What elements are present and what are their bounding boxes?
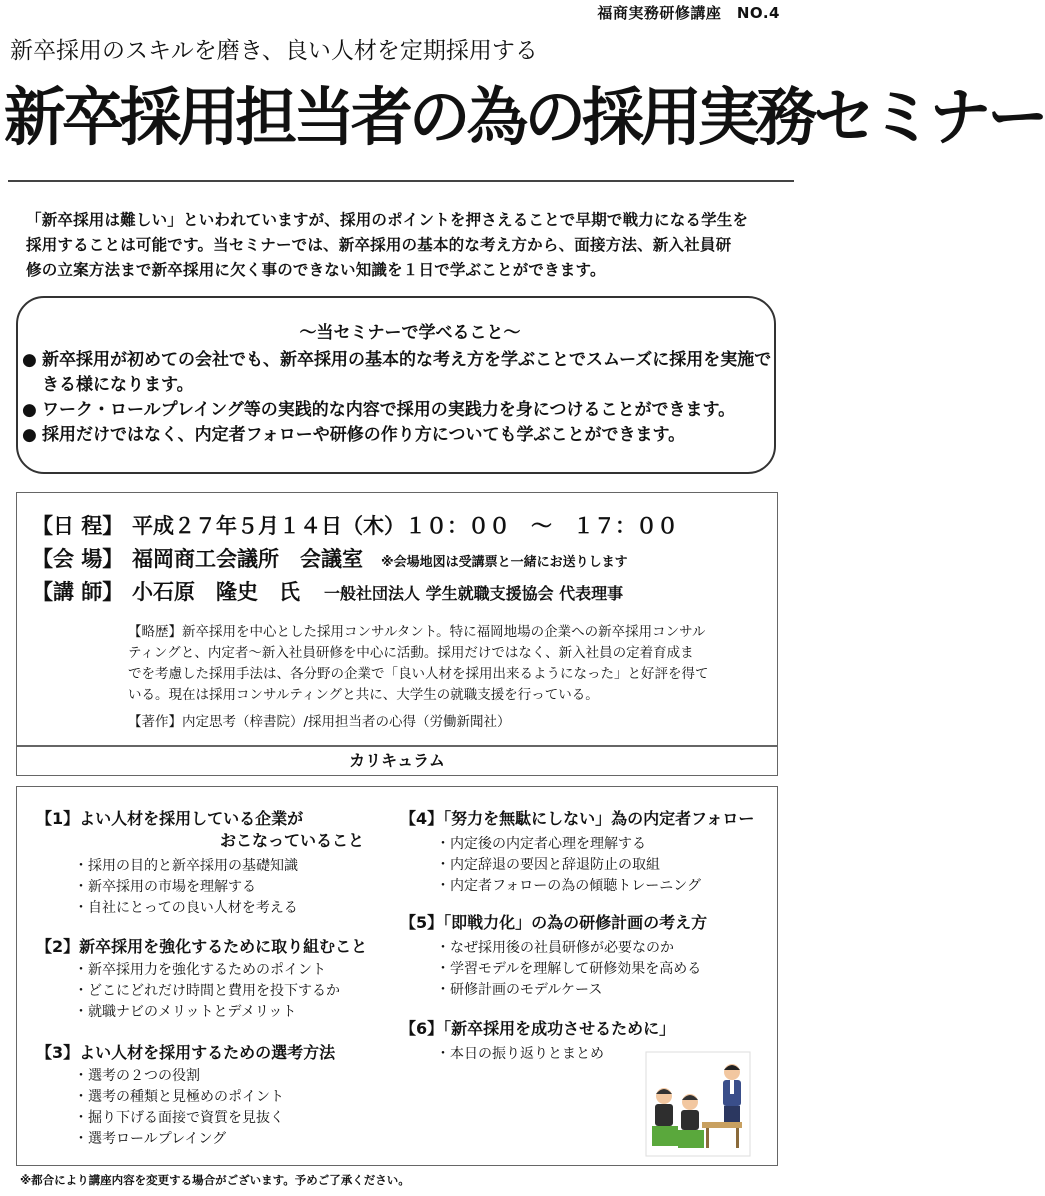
intro-line: 修の立案方法まで新卒採用に欠く事のできない知識を１日で学ぶことができます。 [26,261,606,279]
list-item: ・ 掘り下げる面接で資質を見抜く [74,1108,284,1129]
subtitle: 新卒採用のスキルを磨き、良い人材を定期採用する [10,38,538,64]
schedule-row [32,510,678,540]
module-1-items [74,856,298,919]
instructor-row [32,576,623,606]
list-item: ・ 新卒採用力を強化するためのポイント [74,960,340,981]
list-item: ・ 新卒採用の市場を理解する [74,877,298,898]
intro-line: 「新卒採用は難しい」といわれていますが、採用のポイントを押さえることで早期で戦力になる学生を [26,211,749,229]
instructor-affiliation: 一般社団法人 学生就職支援協会 代表理事 [324,584,624,603]
interview-people-icon [646,1052,750,1156]
bio-line: いる。現在は採用コンサルティングと共に、大学生の就職支援を行っている。 [128,687,599,703]
list-item: ・ 選考の種類と見極めのポイント [74,1087,284,1108]
list-item: ・ 研修計画のモデルケース [436,980,701,1001]
list-item: ・ 自社にとっての良い人材を考える [74,898,298,919]
module-2-title: 【2】新卒採用を強化するために取り組むこと [36,937,368,956]
list-item: ・ 就職ナビのメリットとデメリット [74,1002,340,1023]
instructor-bio [128,622,768,706]
instructor-label: 【講 師】 [32,580,124,604]
list-item: ・ どこにどれだけ時間と費用を投下するか [74,981,340,1002]
module-5-title: 【5】「即戦力化」の為の研修計画の考え方 [400,913,708,932]
bio-line: ティングと、内定者～新入社員研修を中心に活動。採用だけではなく、新入社員の定着育成ま [128,645,694,661]
learn-item [22,398,782,423]
learn-item [22,348,782,398]
schedule-label: 【日 程】 [32,514,124,538]
module-5-items [436,938,701,1001]
schedule-value: 平成２７年５月１４日（木）１０：００ ～ １７：００ [132,514,678,538]
module-3-items [74,1066,284,1150]
list-item: ・ 内定辞退の要因と辞退防止の取組 [436,855,701,876]
list-item: ・ 選考の２つの役割 [74,1066,284,1087]
module-6-items [436,1044,604,1065]
venue-row [32,543,628,573]
bullet-icon: ● [22,425,37,445]
venue-value: 福岡商工会議所 会議室 [132,547,363,571]
module-4-title: 【4】「努力を無駄にしない」為の内定者フォロー [400,809,755,828]
series-label: 福商実務研修講座 NO.4 [597,4,780,22]
list-item: ・ なぜ採用後の社員研修が必要なのか [436,938,701,959]
curriculum-heading: カリキュラム [16,746,778,776]
module-1-title: 【1】よい人材を採用している企業が [36,809,304,828]
venue-note: ※会場地図は受講票と一緒にお送りします [381,555,628,570]
list-item: ・ 内定後の内定者心理を理解する [436,834,701,855]
list-item: ・ 採用の目的と新卒採用の基礎知識 [74,856,298,877]
learn-item-text: ワーク・ロールプレイング等の実践的な内容で採用の実践力を身につけることができます。 [42,400,736,420]
module-4-items [436,834,701,897]
bio-line: でを考慮した採用手法は、各分野の企業で「良い人材を採用出来るようになった」と好評を得て [128,666,709,682]
learn-item-text: 採用だけではなく、内定者フォローや研修の作り方についても学ぶことができます。 [42,425,686,445]
learn-heading: ～当セミナーで学べること～ [299,323,521,343]
intro-line: 採用することは可能です。当セミナーでは、新卒採用の基本的な考え方から、面接方法、新入社員研 [26,236,732,254]
bio-line: 【略歴】新卒採用を中心とした採用コンサルタント。特に福岡地場の企業への新卒採用コンサル [128,624,706,640]
page-title: 新卒採用担当者の為の採用実務セミナー [4,81,1045,154]
instructor-works: 【著作】内定思考（梓書院）/採用担当者の心得（労働新聞社） [128,714,511,730]
intro-text [26,208,786,283]
venue-label: 【会 場】 [32,547,124,571]
module-1-title-cont: おこなっていること [220,831,365,850]
list-item: ・ 学習モデルを理解して研修効果を高める [436,959,701,980]
list-item: ・ 内定者フォローの為の傾聴トレーニング [436,876,701,897]
learn-item [22,423,782,448]
instructor-name: 小石原 隆史 氏 [132,580,300,604]
title-divider [8,180,794,182]
module-6-title: 【6】「新卒採用を成功させるために」 [400,1019,676,1038]
footnote: ※都合により講座内容を変更する場合がございます。予めご了承ください。 [20,1173,410,1187]
module-3-title: 【3】よい人材を採用するための選考方法 [36,1043,336,1062]
learn-item-text: 新卒採用が初めての会社でも、新卒採用の基本的な考え方を学ぶことでスムーズに採用を実施できる様になります。 [42,350,772,395]
bullet-icon: ● [22,350,37,370]
module-2-items [74,960,340,1023]
bullet-icon: ● [22,400,37,420]
list-item: ・ 本日の振り返りとまとめ [436,1044,604,1065]
learn-list [22,348,782,448]
list-item: ・ 選考ロールプレイング [74,1129,284,1150]
